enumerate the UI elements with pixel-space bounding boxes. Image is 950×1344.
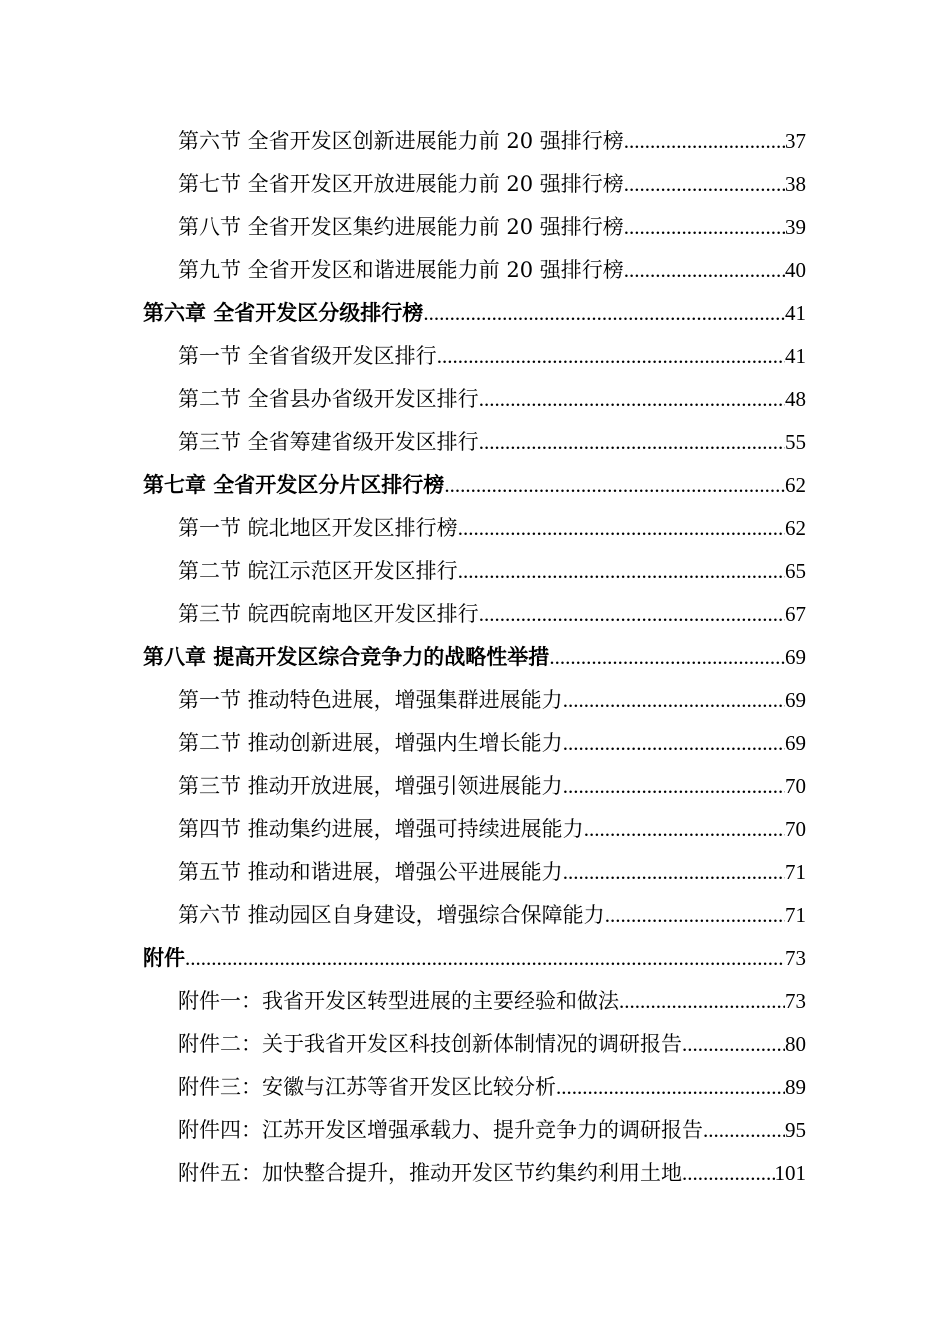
toc-chapter-entry[interactable] xyxy=(143,937,806,980)
toc-entry[interactable] xyxy=(178,249,806,292)
toc-entry[interactable] xyxy=(178,1152,806,1195)
toc-chapter-label: 附件 xyxy=(143,946,185,970)
toc-page-number: 69 xyxy=(785,688,806,712)
toc-entry[interactable] xyxy=(178,421,806,464)
toc-page-number: 38 xyxy=(785,172,806,196)
toc-entry-label: 第四节 推动集约进展，增强可持续进展能力 xyxy=(178,817,584,841)
dot-leader xyxy=(682,1152,775,1195)
toc-entry[interactable] xyxy=(178,679,806,722)
toc-entry-label: 附件一：我省开发区转型进展的主要经验和做法 xyxy=(178,989,619,1013)
dot-leader xyxy=(549,636,785,679)
dot-leader xyxy=(479,378,785,421)
dot-leader xyxy=(479,421,785,464)
toc-entry[interactable] xyxy=(178,765,806,808)
toc-chapter-entry[interactable] xyxy=(143,464,806,507)
toc-page-number: 80 xyxy=(785,1032,806,1056)
toc-entry-label: 第一节 全省省级开发区排行 xyxy=(178,344,437,368)
toc-entry[interactable] xyxy=(178,335,806,378)
toc-entry-label: 第八节 全省开发区集约进展能力前 20 强排行榜 xyxy=(178,215,624,239)
toc-entry[interactable] xyxy=(178,163,806,206)
toc-entry-label: 第二节 皖江示范区开发区排行 xyxy=(178,559,458,583)
toc-entry-label: 第五节 推动和谐进展，增强公平进展能力 xyxy=(178,860,563,884)
toc-page-number: 95 xyxy=(785,1118,806,1142)
toc-entry[interactable] xyxy=(178,378,806,421)
dot-leader xyxy=(437,335,785,378)
toc-entry[interactable] xyxy=(178,808,806,851)
toc-page-number: 40 xyxy=(785,258,806,282)
toc-page-number: 101 xyxy=(774,1161,806,1185)
toc-page-number: 73 xyxy=(785,989,806,1013)
dot-leader xyxy=(624,163,785,206)
toc-entry[interactable] xyxy=(178,980,806,1023)
toc-entry[interactable] xyxy=(178,851,806,894)
toc-entry-label: 第六节 全省开发区创新进展能力前 20 强排行榜 xyxy=(178,129,624,153)
toc-entry[interactable] xyxy=(178,894,806,937)
dot-leader xyxy=(563,679,785,722)
toc-entry-label: 第三节 皖西皖南地区开发区排行 xyxy=(178,602,479,626)
dot-leader xyxy=(423,292,785,335)
toc-entry[interactable] xyxy=(178,206,806,249)
toc-page-number: 55 xyxy=(785,430,806,454)
toc-page-number: 70 xyxy=(785,774,806,798)
toc-page-number: 41 xyxy=(785,301,806,325)
toc-entry-label: 第一节 皖北地区开发区排行榜 xyxy=(178,516,458,540)
toc-page-number: 41 xyxy=(785,344,806,368)
toc-page-number: 62 xyxy=(785,473,806,497)
toc-entry-label: 第六节 推动园区自身建设，增强综合保障能力 xyxy=(178,903,605,927)
toc-chapter-label: 第六章 全省开发区分级排行榜 xyxy=(143,301,424,325)
dot-leader xyxy=(624,120,785,163)
dot-leader xyxy=(479,593,785,636)
toc-chapter-label: 第八章 提高开发区综合竞争力的战略性举措 xyxy=(143,645,550,669)
dot-leader xyxy=(703,1109,785,1152)
toc-entry[interactable] xyxy=(178,1109,806,1152)
dot-leader xyxy=(584,808,785,851)
toc-entry-label: 第三节 全省筹建省级开发区排行 xyxy=(178,430,479,454)
toc-entry[interactable] xyxy=(178,120,806,163)
toc-page-number: 89 xyxy=(785,1075,806,1099)
toc-chapter-label: 第七章 全省开发区分片区排行榜 xyxy=(143,473,445,497)
dot-leader xyxy=(624,249,785,292)
dot-leader xyxy=(185,937,785,980)
dot-leader xyxy=(605,894,785,937)
toc-chapter-entry[interactable] xyxy=(143,292,806,335)
toc-page-number: 71 xyxy=(785,860,806,884)
dot-leader xyxy=(556,1066,785,1109)
toc-page-number: 73 xyxy=(785,946,806,970)
toc-entry[interactable] xyxy=(178,1023,806,1066)
dot-leader xyxy=(563,765,785,808)
dot-leader xyxy=(682,1023,785,1066)
toc-entry-label: 第九节 全省开发区和谐进展能力前 20 强排行榜 xyxy=(178,258,624,282)
toc-entry[interactable] xyxy=(178,550,806,593)
toc-entry[interactable] xyxy=(178,722,806,765)
toc-entry[interactable] xyxy=(178,507,806,550)
toc-page-number: 65 xyxy=(785,559,806,583)
toc-entry-label: 附件四：江苏开发区增强承载力、提升竞争力的调研报告 xyxy=(178,1118,703,1142)
toc-page-number: 39 xyxy=(785,215,806,239)
toc-entry-label: 附件五：加快整合提升，推动开发区节约集约利用土地 xyxy=(178,1161,682,1185)
toc-entry-label: 附件三：安徽与江苏等省开发区比较分析 xyxy=(178,1075,556,1099)
toc-entry-label: 第一节 推动特色进展，增强集群进展能力 xyxy=(178,688,563,712)
toc-page-number: 48 xyxy=(785,387,806,411)
toc-page-number: 71 xyxy=(785,903,806,927)
dot-leader xyxy=(563,851,785,894)
dot-leader xyxy=(563,722,785,765)
toc-entry-label: 第七节 全省开发区开放进展能力前 20 强排行榜 xyxy=(178,172,624,196)
toc-page-number: 37 xyxy=(785,129,806,153)
toc-page-number: 62 xyxy=(785,516,806,540)
toc-entry[interactable] xyxy=(178,593,806,636)
toc-entry-label: 第二节 全省县办省级开发区排行 xyxy=(178,387,479,411)
dot-leader xyxy=(444,464,785,507)
toc-entry-label: 第二节 推动创新进展，增强内生增长能力 xyxy=(178,731,563,755)
dot-leader xyxy=(619,980,785,1023)
toc-page-number: 69 xyxy=(785,731,806,755)
toc-page-number: 67 xyxy=(785,602,806,626)
dot-leader xyxy=(624,206,785,249)
toc-page-number: 69 xyxy=(785,645,806,669)
toc-entry[interactable] xyxy=(178,1066,806,1109)
dot-leader xyxy=(458,550,785,593)
dot-leader xyxy=(458,507,785,550)
toc-entry-label: 第三节 推动开放进展，增强引领进展能力 xyxy=(178,774,563,798)
toc-entry-label: 附件二：关于我省开发区科技创新体制情况的调研报告 xyxy=(178,1032,682,1056)
toc-page-number: 70 xyxy=(785,817,806,841)
toc-chapter-entry[interactable] xyxy=(143,636,806,679)
